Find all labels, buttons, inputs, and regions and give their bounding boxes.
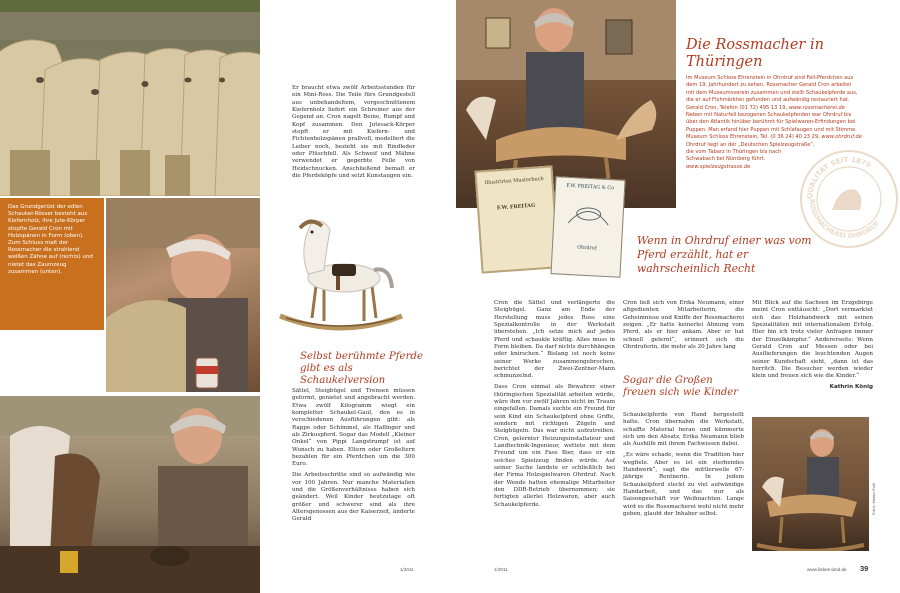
photo-horse-heads bbox=[0, 0, 260, 196]
footer-page-number: 39 bbox=[860, 564, 869, 573]
article-column-3 bbox=[623, 300, 744, 355]
subheading-text: Selbst berühmte Pferde gibt es als Schaukelversion bbox=[300, 351, 423, 387]
info-line: die vom Tabarz in Thüringen bis nach bbox=[686, 149, 782, 156]
link-spielzeugstrasse[interactable]: www.spielzeugstrasse.de bbox=[686, 163, 751, 170]
article-column-2 bbox=[494, 300, 615, 513]
link-ohrdruf[interactable]: www.ohrdruf.de bbox=[821, 134, 862, 141]
article-column-4 bbox=[752, 300, 873, 395]
pull-quote bbox=[637, 234, 833, 276]
link-rossmacherei[interactable]: www.rossmacherei.de bbox=[788, 104, 845, 111]
catalog-freitag bbox=[550, 176, 625, 278]
pull-quote-text: Wenn in Ohrdruf einer was vom Pferd erzählt, hat er wahrscheinlich Recht bbox=[637, 234, 812, 275]
catalog-title: Illustrirtes Musterbuch bbox=[484, 176, 545, 187]
paragraph: Mit Blick auf die Sachsen im Erzgebirge meint Cron enttäuscht: „Dort vermarktet sich das Holzhandwerk mit seinen Spezialitäten mit internationalem Erfolg. Hier bin ich trotz vieler Anfragen immer der Einzelkämpfer.“ Andererseits: Wenn Gerald Cron auf Messen oder bei Ausflieferungen die leuchtenden Augen seiner Kundschaft sieht, „dann ist das herrlich. Die Besucher werden wieder klein und freuen sich wie die Kinder.“ bbox=[752, 300, 873, 380]
stamp-bottom-text: ROSSMACHEREI OHRDRUF bbox=[807, 198, 882, 241]
info-phone: Gerald Cron, Telefon (01 72) 495 13 19, bbox=[686, 104, 788, 111]
info-line: Ohrdruf liegt an der „Deutschen Spielzeugstraße“, bbox=[686, 141, 815, 148]
author-name: Kathrin König bbox=[829, 384, 873, 391]
catalog-b-title: F.W. FREITAG & Co bbox=[566, 183, 615, 192]
horse-heads-illustration bbox=[0, 0, 260, 196]
info-line: dem 19. Jahrhundert zu sehen. Rossmacher Gerald Cron arbeitet bbox=[686, 82, 852, 89]
catalog-horse-drawing bbox=[563, 193, 615, 236]
footer-left-issue: 1/2011 bbox=[400, 567, 414, 572]
rocking-horse-illustration bbox=[272, 208, 410, 336]
stamp-top-text: QUALITÄT SEIT 1879 bbox=[805, 155, 873, 200]
paragraph: Cron die Sättel und verlängerte die Steigbügel. Ganz am Ende der Herstellung muss jedes Ross eine Spezialkontrolle in der Werkstatt überstehen. „Ich setze mich auf jedes Pferd und schaukle kräftig. Alles muss in Form bleiben. Da darf nichts durchhängen oder knirschen.“ Bislang ist noch keins seiner Werke zusammengebrochen, berichtet der Zwei-Zentner-Mann schmunzelnd. bbox=[494, 300, 615, 380]
paragraph: Dass Cron einmal als Bewahrer einer thüringischen Spezialität arbeiten würde, wäre ihm vor zwölf Jahren nicht im Traum eingefallen. Damals suchte ein Freund für sein Kind ein Schaukelpferd ohne Griffe, sondern mit richtigen Zügeln und Steigbügeln. Das war nicht aufzutreiben. Cron, gelernter Heizungsinstallateur und Landtechnik-Ingenieur, wettete mit dem Freund um ein Fass Bier, dass er ein solches Spielzeug finden würde. Auf seiner Suche landete er schließlich bei der Firma Holzspielwaren Ohrdruf. Nach der Wende hatten ehemalige Mitarbeiter den DDR-Betrieb übernommen; sie fertigten allerlei Holzwaren, aber auch Schaukelpferde. bbox=[494, 384, 615, 508]
svg-text:QUALITÄT SEIT 1879 bbox=[806, 156, 872, 199]
photo-man-on-rocking-horse bbox=[752, 417, 869, 551]
footer-mid-issue: 1/2011 bbox=[494, 567, 508, 572]
painting-teeth-illustration bbox=[106, 198, 260, 392]
photo-credit: Fotos: Marius Roth bbox=[872, 482, 876, 515]
info-line: Neben mit Naturfell bezogenen Schaukelpferden war Ohrdruf bis bbox=[686, 112, 852, 119]
info-line: Schwabach bei Nürnberg führt. bbox=[686, 156, 766, 163]
info-line: Puppen. Man erfand hier Puppen mit Schlafaugen und mit Stimme. bbox=[686, 126, 857, 133]
catalog-company: F.W. FREITAG bbox=[496, 202, 536, 212]
catalog-musterbuch bbox=[475, 165, 560, 273]
article-column-1 bbox=[292, 85, 415, 184]
subheading-grown-ups bbox=[623, 375, 744, 399]
info-phone: Museum Schloss Ehrenstein, Tel. (0 36 24) 40 23 29, bbox=[686, 134, 820, 141]
article-column-3-cont bbox=[623, 412, 744, 522]
info-line: mit dem Museumsverein zusammen und stellt Schaukelpferde aus, bbox=[686, 89, 858, 96]
photo-riveting-bridle bbox=[0, 396, 260, 593]
paragraph: Er braucht etwa zwölf Arbeitsstunden für ein Mini-Ross. Die Teile fürs Grundgestell aus unbehandeltem, vorgeschnittenem Kiefernholz liefert ein Schreiner aus der Gegend an. Cron nagelt Beine, Rumpf und Kopf zusammen. Den Jutesack-Körper stopft er mit Kiefern- und Fichtenholzspänen prallvoll, modelliert die Leiber noch, bezieht sie mit Rindleder oder Plüschfell. Als Schweif und Mähne verwendet er gegerbte Felle von Heidschnucken. Anschließend bemalt er die Pferdeköpfe und setzt Kunstaugen ein. bbox=[292, 85, 415, 180]
paragraph: Sättel, Steigbügel und Trensen müssen geformt, genietet und angebracht werden. Etwa zwölf Kilogramm wiegt ein kompletter Schaukel-Gaul, den es in verschiedenen Ausführungen gibt: als Rappe oder Schimmel, als Haflinger und als Zirkuspferd. Sogar das Modell „Kleiner Onkel“ von Pippi Langstrumpf ist auf Wunsch zu haben. Eltern oder Großeltern bezahlen für ein Pferdchen um die 300 Euro. bbox=[292, 388, 415, 468]
info-line: Im Museum Schloss Ehrenstein in Ohrdruf sind Fell-Pferdchen aus bbox=[686, 75, 854, 81]
paragraph: Schaukelpferde von Hand hergestellt hatte. Cron übernahm die Werkstatt, schaffte Material heran und kümmerte sich um den Absatz, Erika Neumann blieb als Aushilfe mit ihrem Fachwissen dabei. bbox=[623, 412, 744, 448]
caption-text: Das Grundgerüst der edlen Schaukel-Rösser besteht aus Kiefernholz, ihre Jute-Körper stopfte Gerald Cron mit Holzspänen in Form (oben). Zum Schluss malt der Rossmacher die strahlend weißen Zähne auf (rechts) und nietet das Zaumzeug zusammen (unten). bbox=[8, 204, 93, 275]
info-box-title: Die Rossmacher in Thüringen bbox=[686, 37, 824, 70]
article-column-1-cont bbox=[292, 388, 415, 527]
catalog-b-city: Ohrdruf bbox=[576, 245, 597, 252]
info-line: die er auf Flohmärkten gefunden und aufwändig restauriert hat. bbox=[686, 97, 850, 104]
info-line: über den Atlantik hinüber berühmt für Spielwaren-Erfindungen bei bbox=[686, 119, 856, 126]
man-on-horse-illustration bbox=[752, 417, 869, 551]
paragraph: Cron ließ sich von Erika Neumann, einer altgedienten Mitarbeiterin, die Geheimnisse und Kniffe der Rossmacherei zeigen. „Er hatte keinerlei Ahnung vom Pferd, als er hier ankam. Aber er hat schnell gelernt“, erinnert sich die Ohrdruferin, die mehr als 20 Jahre lang bbox=[623, 300, 744, 351]
paragraph: „Es wäre schade, wenn die Tradition hier wegfiele. Aber es ist ein sterbendes Handwerk“, sagt die mittlerweile 67-jährige Rentnerin. In jedem Schaukelpferd steckt zu viel aufwändige Handarbeit, und das nur als Saisongeschäft vor Weihnachten. Lange wird es die Rossmacherei wohl nicht mehr geben, glaubt der Inhaber selbst. bbox=[623, 452, 744, 517]
bridle-illustration bbox=[0, 396, 260, 593]
subheading-text: Sogar die Großen freuen sich wie Kinder bbox=[623, 375, 738, 398]
photo-painting-teeth bbox=[106, 198, 260, 392]
info-line bbox=[686, 134, 896, 141]
photo-caption-left bbox=[0, 198, 104, 330]
footer-site[interactable]: www.liebes-land.de bbox=[807, 567, 847, 572]
subheading-famous-horses bbox=[300, 351, 425, 388]
info-line bbox=[686, 105, 896, 112]
paragraph: Die Arbeitsschritte sind so aufwändig wie vor 100 Jahren. Nur manche Materialien und die Größenverhältnisse haben sich geändert. Weil Kinder heutzutage oft größer und schwerer sind als ihre Altersgenossen aus der Kaiserzeit, änderte Gerald bbox=[292, 472, 415, 523]
rocking-horse-photo bbox=[272, 208, 410, 336]
